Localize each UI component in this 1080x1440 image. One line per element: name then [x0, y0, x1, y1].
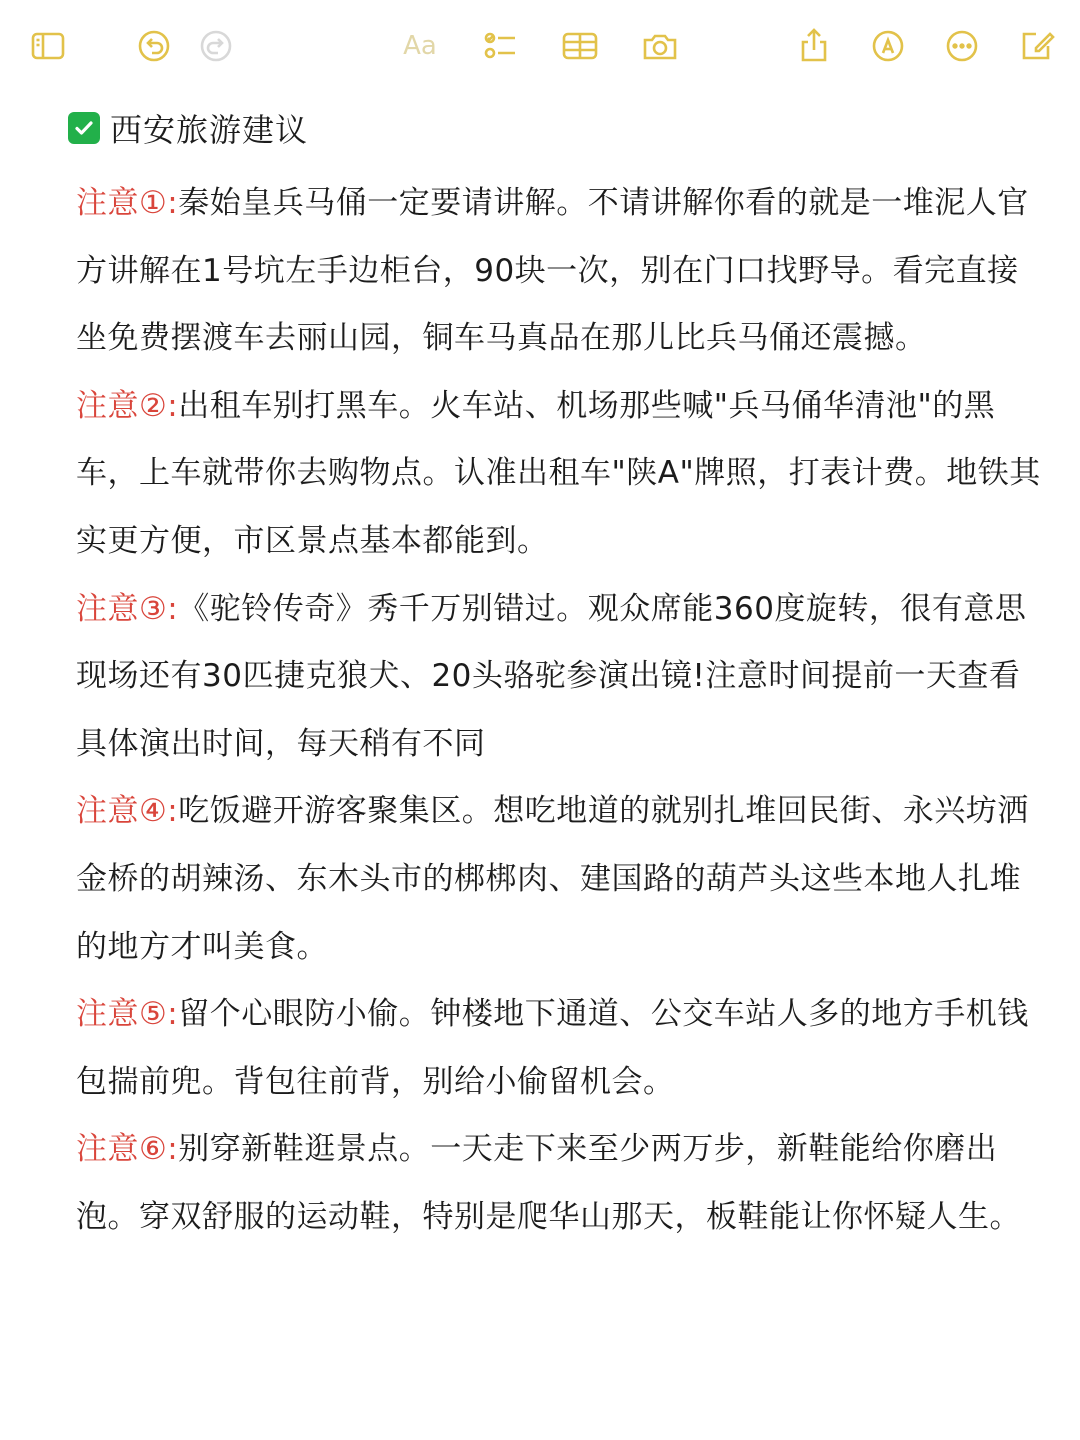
undo-icon[interactable]: [132, 24, 176, 68]
note-item-4: [76, 778, 1042, 981]
more-icon[interactable]: [940, 24, 984, 68]
compose-icon[interactable]: [1016, 24, 1060, 68]
markup-icon[interactable]: [866, 24, 910, 68]
note-title: 西安旅游建议: [110, 111, 309, 149]
share-icon[interactable]: [792, 24, 836, 68]
note-item-3: [76, 576, 1042, 779]
note-text: 出租车别打黑车。火车站、机场那些喊"兵马俑华清池"的黑车，上车就带你去购物点。认准出租车"陕A"牌照，打表计费。地铁其实更方便，市区景点基本都能到。: [76, 387, 1041, 559]
checkmark-icon: [68, 112, 100, 144]
table-icon[interactable]: [558, 24, 602, 68]
note-item-2: [76, 373, 1042, 576]
redo-icon[interactable]: [194, 24, 238, 68]
note-text: 留个心眼防小偷。钟楼地下通道、公交车站人多的地方手机钱包揣前兜。背包往前背，别给小偷留机会。: [76, 996, 1029, 1100]
note-label: 注意④:: [76, 793, 179, 830]
note-item-1: [76, 170, 1042, 373]
notes-toolbar: [0, 0, 1080, 92]
note-text: 别穿新鞋逛景点。一天走下来至少两万步，新鞋能给你磨出泡。穿双舒服的运动鞋，特别是爬华山那天，板鞋能让你怀疑人生。: [76, 1131, 1021, 1235]
note-text: 秦始皇兵马俑一定要请讲解。不请讲解你看的就是一堆泥人官方讲解在1号坑左手边柜台，90块一次，别在门口找野导。看完直接坐免费摆渡车去丽山园，铜车马真品在那儿比兵马俑还震撼。: [76, 185, 1029, 357]
sidebar-icon[interactable]: [26, 24, 70, 68]
note-text: 吃饭避开游客聚集区。想吃地道的就别扎堆回民街、永兴坊洒金桥的胡辣汤、东木头市的梆梆肉、建国路的葫芦头这些本地人扎堆的地方才叫美食。: [76, 793, 1029, 965]
note-label: 注意⑥:: [76, 1131, 179, 1168]
note-text: 《驼铃传奇》秀千万别错过。观众席能360度旋转，很有意思现场还有30匹捷克狼犬、20头骆驼参演出镜!注意时间提前一天查看具体演出时间，每天稍有不同: [76, 590, 1027, 762]
note-label: 注意②:: [76, 387, 179, 424]
note-item-5: [76, 981, 1042, 1116]
note-label: 注意③:: [76, 590, 179, 627]
text-format-icon[interactable]: Aa: [403, 31, 437, 61]
note-title-row: [68, 106, 308, 150]
note-item-6: [76, 1116, 1042, 1251]
checklist-icon[interactable]: [478, 24, 522, 68]
camera-icon[interactable]: [638, 24, 682, 68]
note-body[interactable]: [76, 170, 1042, 1252]
note-label: 注意①:: [76, 185, 179, 221]
note-label: 注意⑤:: [76, 996, 179, 1033]
